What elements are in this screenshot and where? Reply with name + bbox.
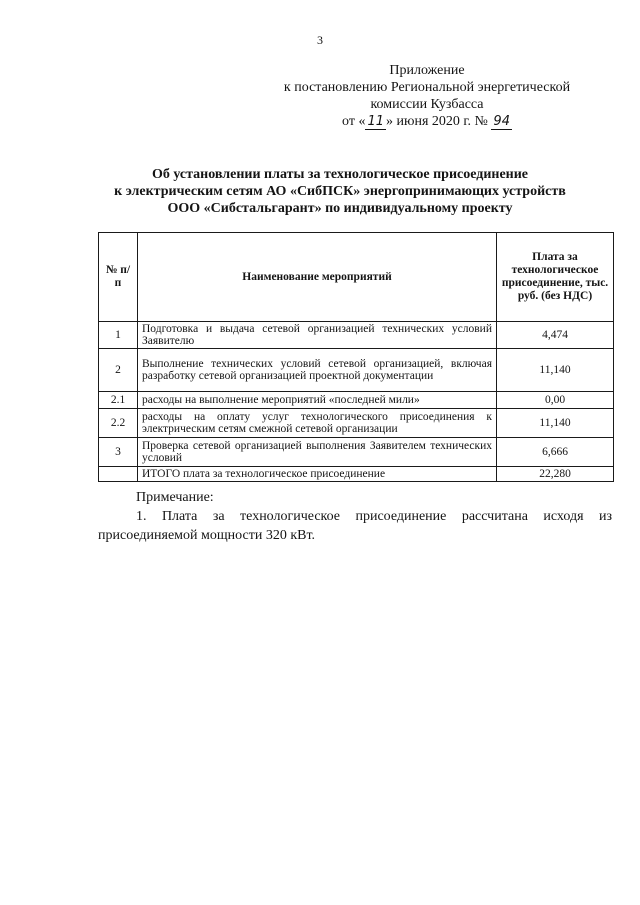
row-name: расходы на оплату услуг технологического присоединения к электрическим сетям смежной сетевой организации [138, 409, 497, 438]
notes-heading: Примечание: [136, 490, 214, 505]
row-name: расходы на выполнение мероприятий «последней мили» [138, 392, 497, 409]
page-number: 3 [317, 33, 323, 47]
row-name: Проверка сетевой организацией выполнения Заявителем технических условий [138, 438, 497, 467]
date-prefix: от « [342, 114, 366, 129]
row-num: 2.2 [99, 409, 138, 438]
table-header-row [99, 233, 614, 322]
row-fee: 4,474 [497, 322, 614, 349]
fee-table [98, 232, 614, 482]
row-fee: 11,140 [497, 349, 614, 392]
row-name: ИТОГО плата за технологическое присоединение [138, 467, 497, 482]
row-fee: 22,280 [497, 467, 614, 482]
handwritten-number: 94 [493, 114, 510, 129]
approval-header [262, 62, 592, 130]
row-name: Подготовка и выдача сетевой организацией технических условий Заявителю [138, 322, 497, 349]
table-row [99, 438, 614, 467]
table-row [99, 392, 614, 409]
date-middle: » июня 2020 г. № [386, 114, 488, 129]
total-row [99, 467, 614, 482]
title-line-3: ООО «Сибстальгарант» по индивидуальному проекту [167, 201, 513, 216]
header-name: Наименование мероприятий [138, 233, 497, 322]
table-row [99, 349, 614, 392]
row-num: 1 [99, 322, 138, 349]
date-number-line [262, 113, 592, 130]
note-item: 1. Плата за технологическое присоединение рассчитана исходя из присоединяемой мощности 320 кВт. [98, 509, 612, 543]
row-num [99, 467, 138, 482]
notes [98, 488, 612, 545]
title-line-1: Об установлении платы за технологическое присоединение [151, 167, 529, 182]
header-num: № п/п [99, 233, 138, 322]
row-fee: 0,00 [497, 392, 614, 409]
table-row [99, 322, 614, 349]
document-title [60, 166, 620, 217]
commission-line: комиссии Кузбасса [370, 97, 484, 112]
table-row [99, 409, 614, 438]
resolution-line: к постановлению Региональной энергетической [283, 80, 571, 95]
handwritten-day: 11 [367, 114, 385, 129]
row-num: 3 [99, 438, 138, 467]
header-fee: Плата за технологическое присоединение, тыс. руб. (без НДС) [497, 233, 614, 322]
title-line-2: к электрическим сетям АО «СибПСК» энергопринимающих устройств [114, 184, 566, 199]
row-fee: 11,140 [497, 409, 614, 438]
row-fee: 6,666 [497, 438, 614, 467]
row-num: 2 [99, 349, 138, 392]
row-num: 2.1 [99, 392, 138, 409]
row-name: Выполнение технических условий сетевой организацией, включая разработку сетевой организацией проектной документации [138, 349, 497, 392]
appendix-label: Приложение [389, 63, 465, 78]
